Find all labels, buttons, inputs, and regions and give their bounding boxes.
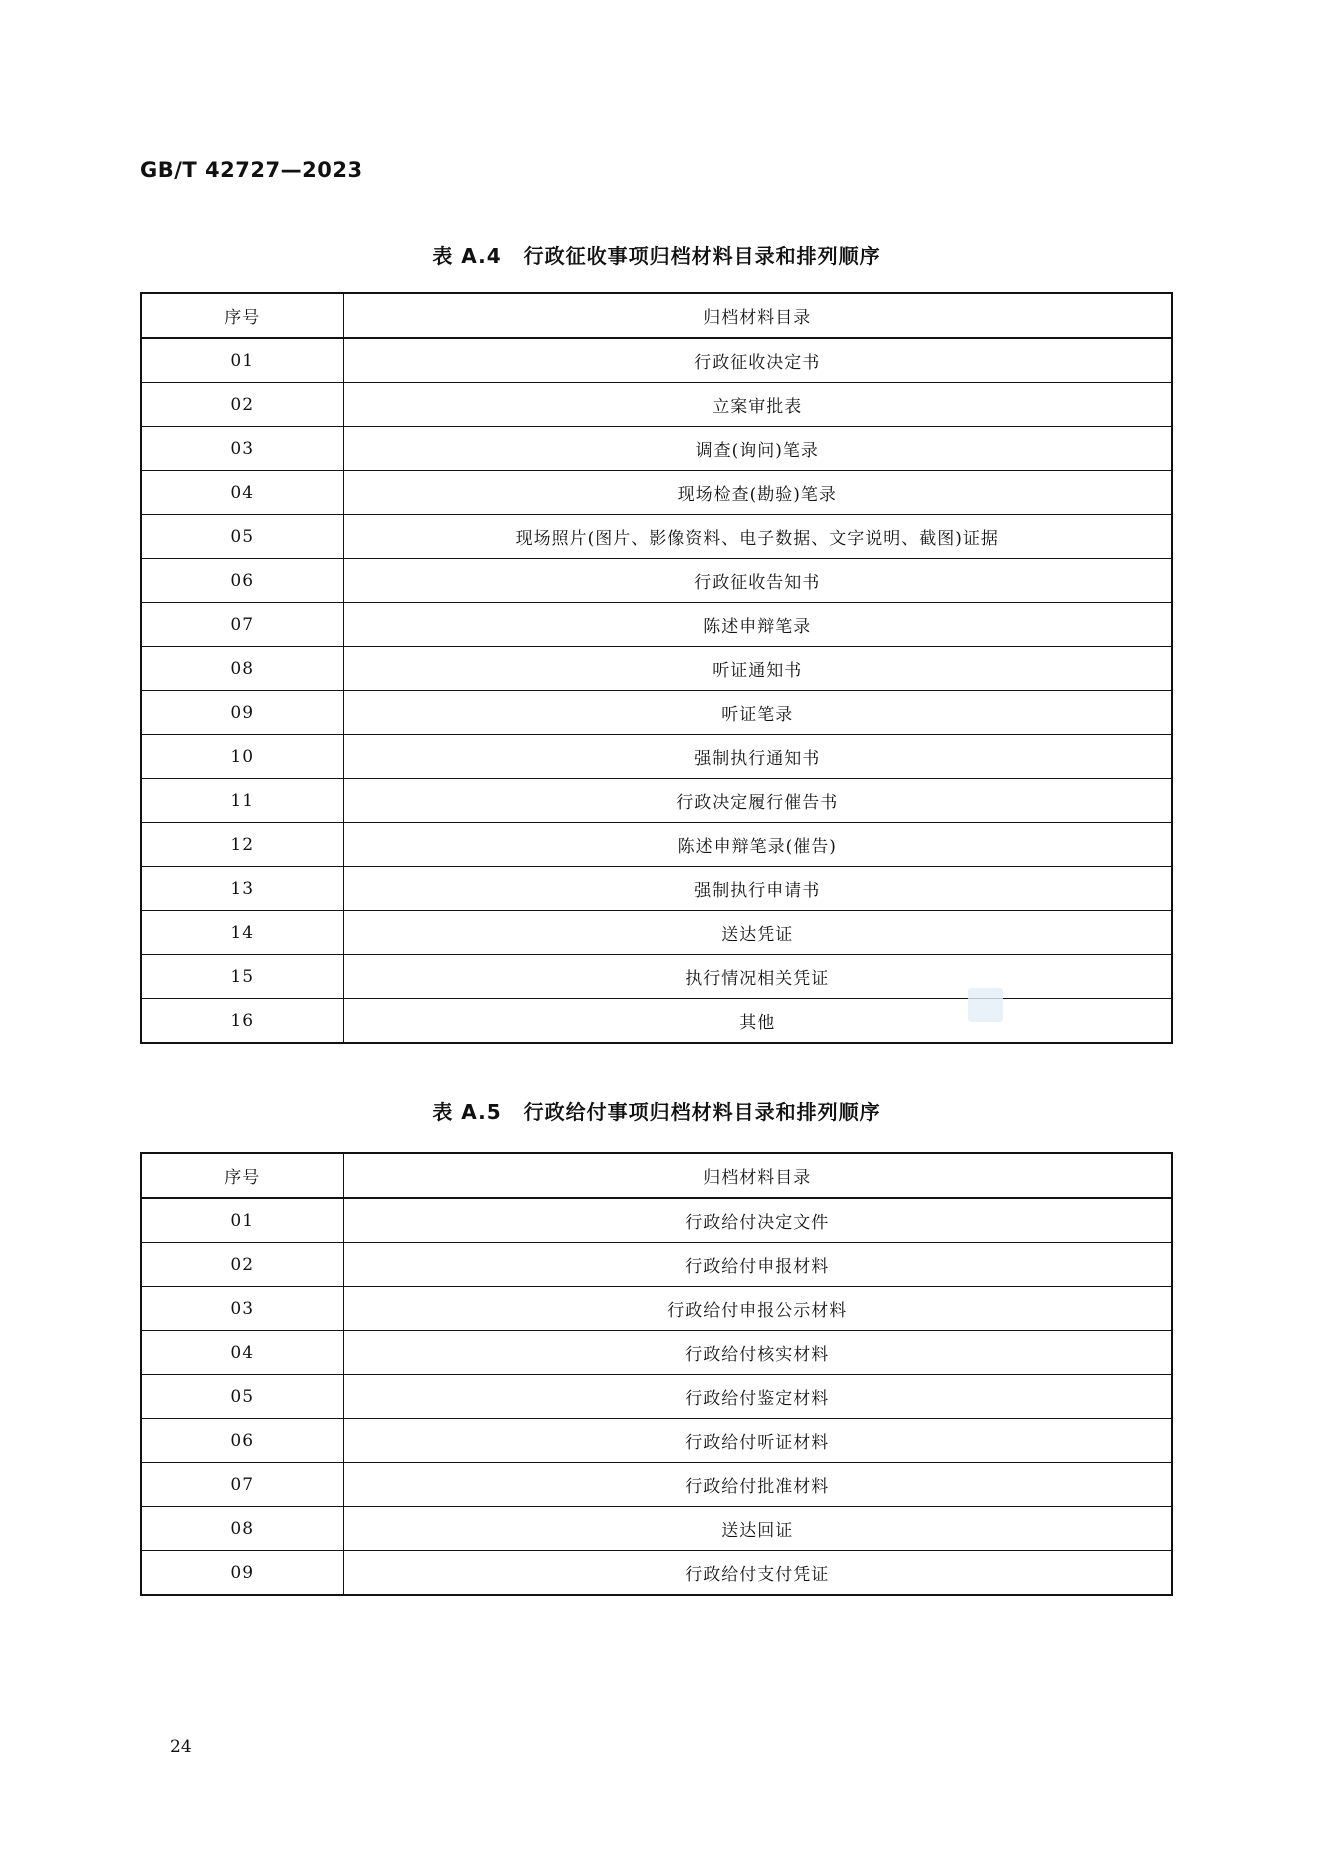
table-row <box>141 999 1172 1044</box>
table-a4-caption-title: 行政征收事项归档材料目录和排列顺序 <box>523 244 881 268</box>
row-number-cell: 06 <box>141 1419 343 1463</box>
page-number: 24 <box>170 1737 192 1757</box>
table-a5-caption-title: 行政给付事项归档材料目录和排列顺序 <box>523 1100 881 1124</box>
row-number-cell: 14 <box>141 911 343 955</box>
catalog-item-cell: 行政给付决定文件 <box>343 1198 1172 1243</box>
table-row <box>141 471 1172 515</box>
table-row <box>141 559 1172 603</box>
catalog-item-cell: 陈述申辩笔录(催告) <box>343 823 1172 867</box>
row-number-cell: 15 <box>141 955 343 999</box>
row-number-cell: 06 <box>141 559 343 603</box>
table-a5-caption <box>140 1096 1173 1125</box>
row-number-cell: 02 <box>141 383 343 427</box>
catalog-item-cell: 现场检查(勘验)笔录 <box>343 471 1172 515</box>
table-header-row <box>141 293 1172 338</box>
catalog-item-cell: 行政征收告知书 <box>343 559 1172 603</box>
column-header-number: 序号 <box>141 293 343 338</box>
table-row <box>141 1287 1172 1331</box>
table-row <box>141 1507 1172 1551</box>
row-number-cell: 03 <box>141 427 343 471</box>
table-row <box>141 1243 1172 1287</box>
catalog-item-cell: 强制执行申请书 <box>343 867 1172 911</box>
table-row <box>141 955 1172 999</box>
catalog-item-cell: 送达凭证 <box>343 911 1172 955</box>
catalog-item-cell: 调查(询问)笔录 <box>343 427 1172 471</box>
row-number-cell: 09 <box>141 691 343 735</box>
catalog-item-cell: 现场照片(图片、影像资料、电子数据、文字说明、截图)证据 <box>343 515 1172 559</box>
column-header-catalog: 归档材料目录 <box>343 1153 1172 1198</box>
table-row <box>141 603 1172 647</box>
row-number-cell: 09 <box>141 1551 343 1596</box>
row-number-cell: 07 <box>141 1463 343 1507</box>
row-number-cell: 08 <box>141 647 343 691</box>
table-row <box>141 338 1172 383</box>
catalog-item-cell: 行政征收决定书 <box>343 338 1172 383</box>
column-header-number: 序号 <box>141 1153 343 1198</box>
catalog-item-cell: 行政给付支付凭证 <box>343 1551 1172 1596</box>
table-a5-caption-number: 表 A.5 <box>432 1100 502 1124</box>
table-row <box>141 647 1172 691</box>
table-row <box>141 823 1172 867</box>
catalog-item-cell: 行政给付听证材料 <box>343 1419 1172 1463</box>
row-number-cell: 12 <box>141 823 343 867</box>
table-row <box>141 1331 1172 1375</box>
table-row <box>141 427 1172 471</box>
standard-code: GB/T 42727—2023 <box>140 158 363 182</box>
catalog-item-cell: 其他 <box>343 999 1172 1044</box>
row-number-cell: 10 <box>141 735 343 779</box>
table-row <box>141 1375 1172 1419</box>
row-number-cell: 05 <box>141 515 343 559</box>
catalog-item-cell: 听证笔录 <box>343 691 1172 735</box>
table-a5 <box>140 1152 1173 1596</box>
column-header-catalog: 归档材料目录 <box>343 293 1172 338</box>
table-row <box>141 1419 1172 1463</box>
catalog-item-cell: 行政给付申报公示材料 <box>343 1287 1172 1331</box>
catalog-item-cell: 行政给付鉴定材料 <box>343 1375 1172 1419</box>
table-a4-caption-number: 表 A.4 <box>432 244 502 268</box>
row-number-cell: 02 <box>141 1243 343 1287</box>
row-number-cell: 05 <box>141 1375 343 1419</box>
row-number-cell: 08 <box>141 1507 343 1551</box>
row-number-cell: 01 <box>141 1198 343 1243</box>
catalog-item-cell: 陈述申辩笔录 <box>343 603 1172 647</box>
catalog-item-cell: 执行情况相关凭证 <box>343 955 1172 999</box>
catalog-item-cell: 强制执行通知书 <box>343 735 1172 779</box>
table-row <box>141 779 1172 823</box>
table-row <box>141 735 1172 779</box>
table-header-row <box>141 1153 1172 1198</box>
table-row <box>141 1198 1172 1243</box>
table-row <box>141 515 1172 559</box>
catalog-item-cell: 行政给付申报材料 <box>343 1243 1172 1287</box>
table-row <box>141 867 1172 911</box>
table-row <box>141 691 1172 735</box>
catalog-item-cell: 行政决定履行催告书 <box>343 779 1172 823</box>
row-number-cell: 04 <box>141 1331 343 1375</box>
catalog-item-cell: 行政给付核实材料 <box>343 1331 1172 1375</box>
catalog-item-cell: 行政给付批准材料 <box>343 1463 1172 1507</box>
table-a4-caption <box>140 240 1173 269</box>
table-a4 <box>140 292 1173 1044</box>
row-number-cell: 13 <box>141 867 343 911</box>
table-row <box>141 1551 1172 1596</box>
row-number-cell: 07 <box>141 603 343 647</box>
row-number-cell: 03 <box>141 1287 343 1331</box>
table-row <box>141 911 1172 955</box>
catalog-item-cell: 听证通知书 <box>343 647 1172 691</box>
row-number-cell: 01 <box>141 338 343 383</box>
catalog-item-cell: 立案审批表 <box>343 383 1172 427</box>
watermark-logo <box>968 988 1003 1022</box>
row-number-cell: 16 <box>141 999 343 1044</box>
table-row <box>141 1463 1172 1507</box>
row-number-cell: 11 <box>141 779 343 823</box>
catalog-item-cell: 送达回证 <box>343 1507 1172 1551</box>
table-row <box>141 383 1172 427</box>
row-number-cell: 04 <box>141 471 343 515</box>
